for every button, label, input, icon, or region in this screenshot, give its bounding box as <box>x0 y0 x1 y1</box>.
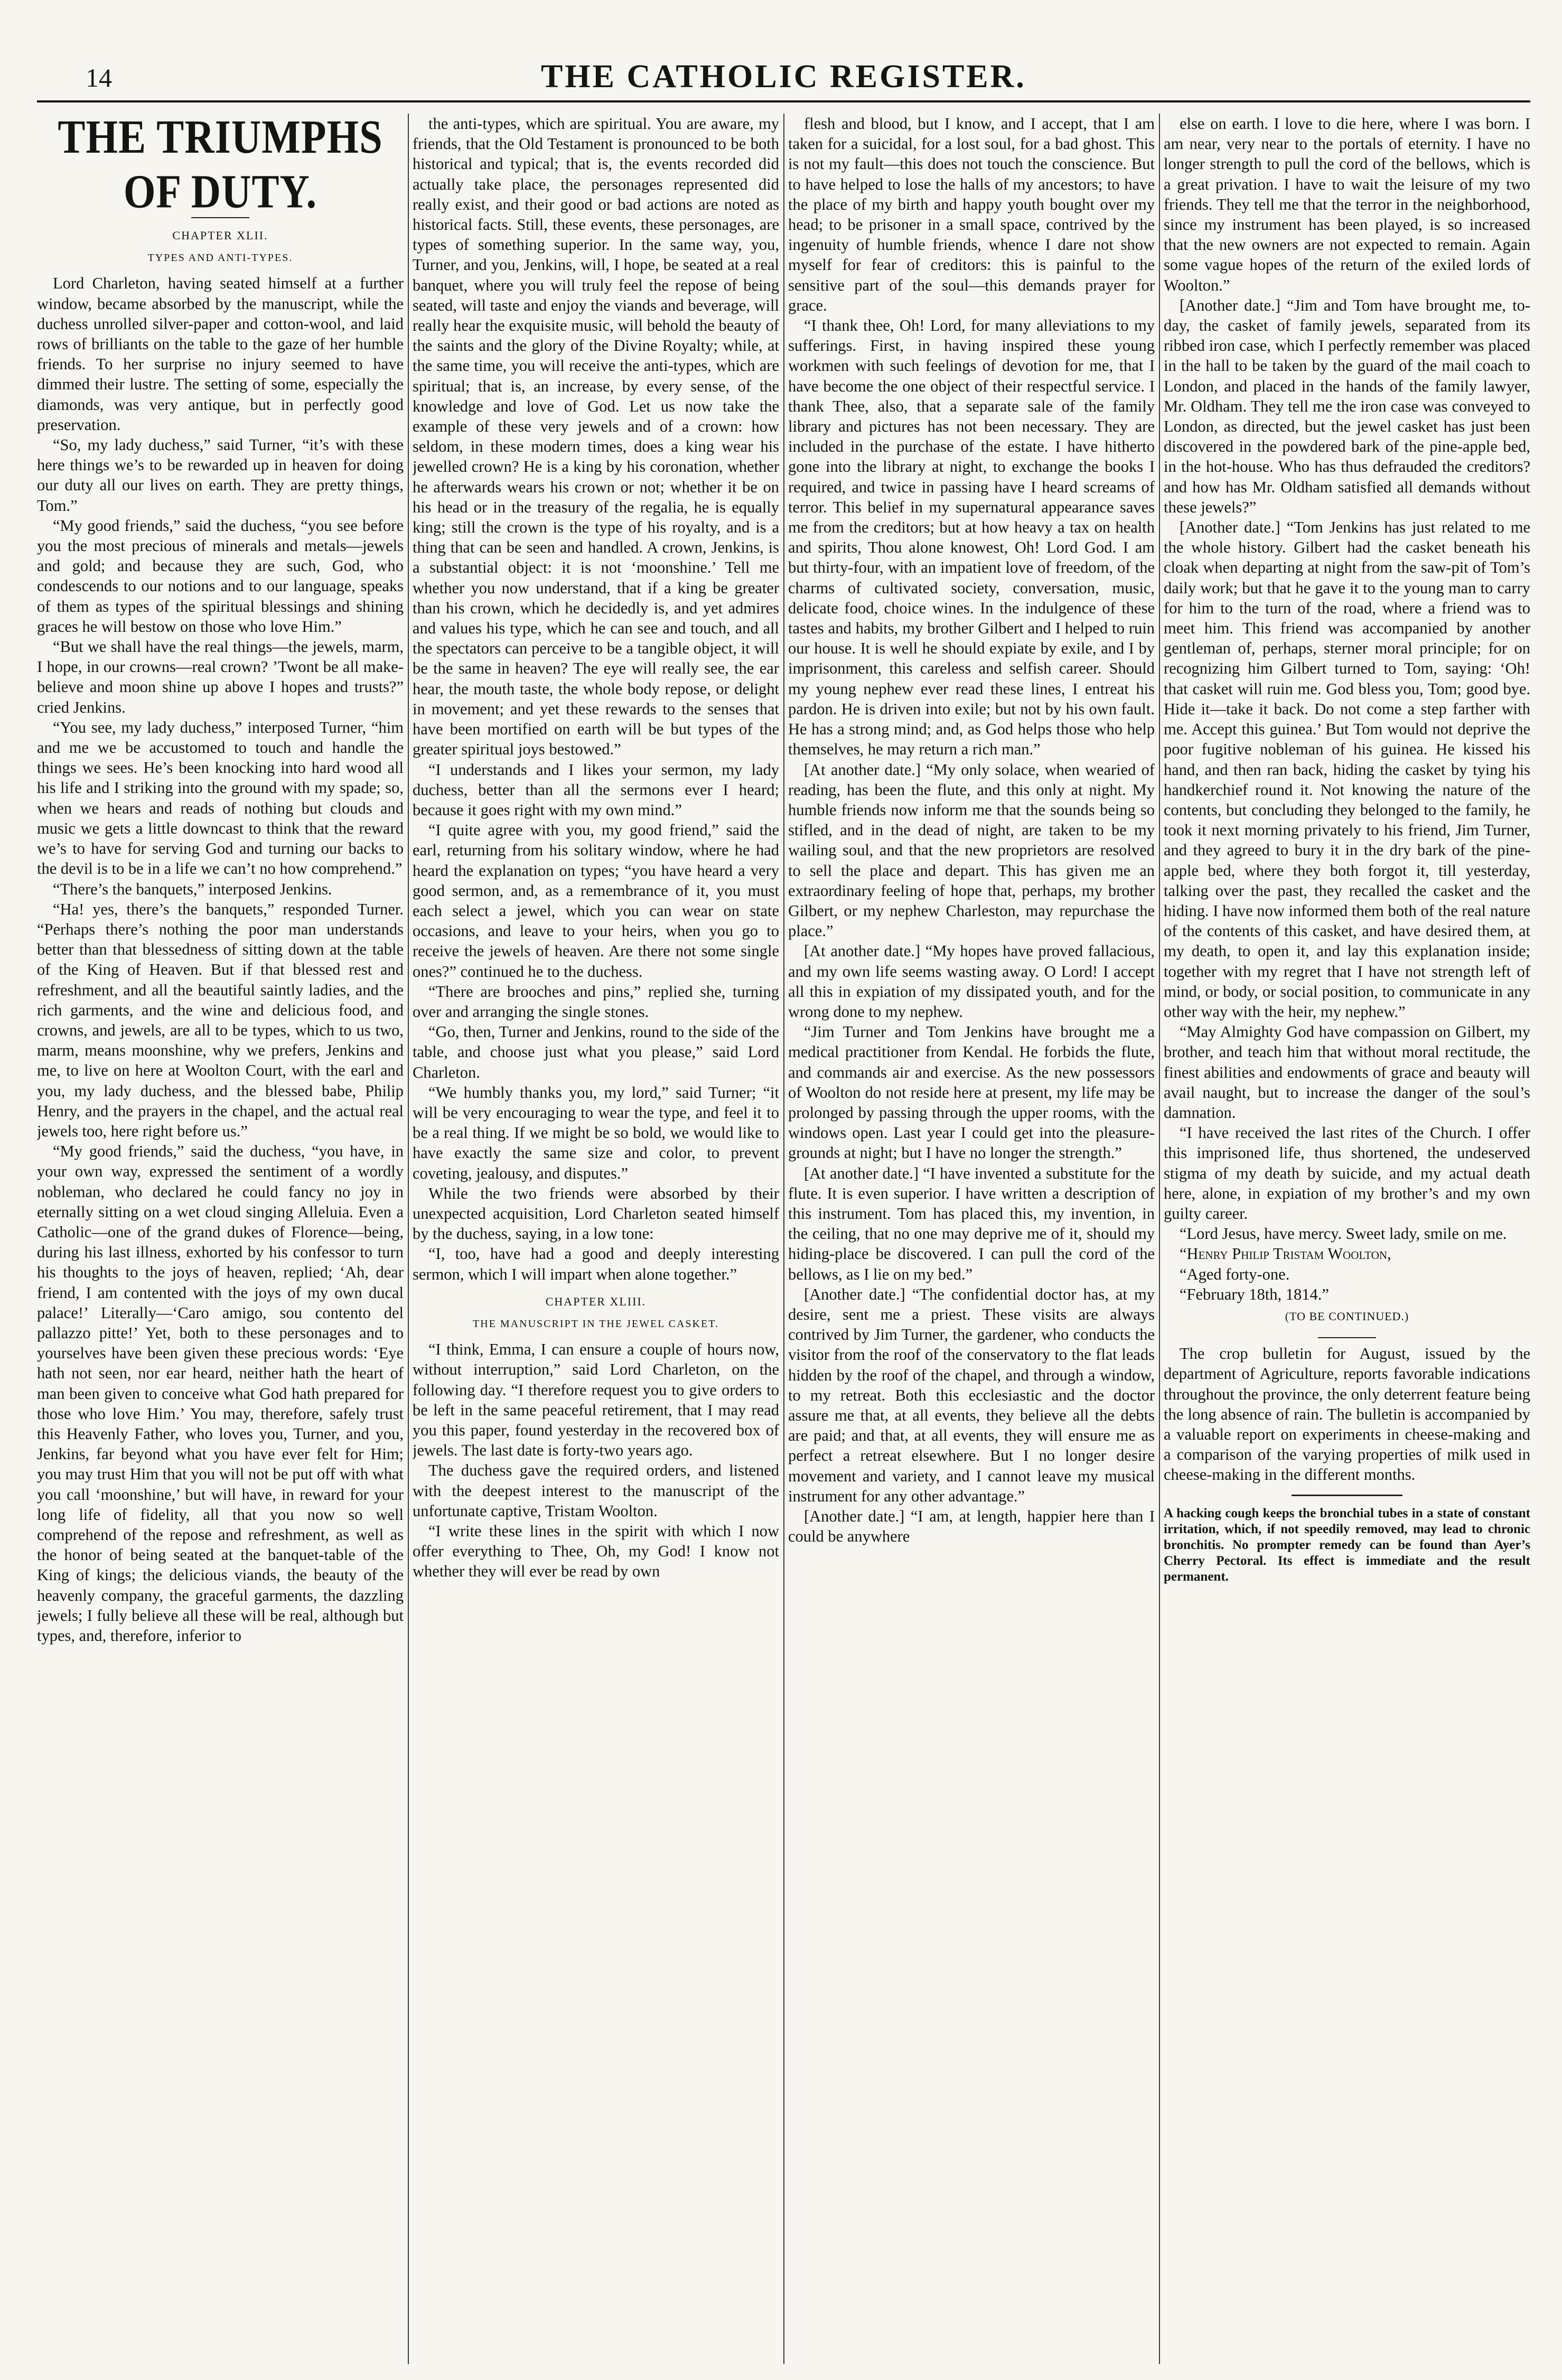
advert-separator <box>1292 1495 1402 1496</box>
signature-name: “Henry Philip Tristam Woolton, <box>1180 1245 1391 1263</box>
paragraph: the anti-types, which are spiritual. You are aware, my friends, that the Old Testament is pronounced to be both historical and typical; that is, the events recorded did actually take place, the personages represented did really exist, and their good or bad actions are noted as historical facts. Still, these events, these personages, are types of something superior. In the same way, you, Turner, and you, Jenkins, will, I hope, be seated at a real banquet, where you will truly feel the repose of being seated, will taste and enjoy the viands and beverage, will really hear the exquisite music, will behold the beauty of the saints and the glory of the Divine Royalty; while, at the same time, you will receive the anti-types, which are spiritual; that is, an increase, by every sense, of the knowledge and love of God. Let us now take the example of these very jewels and of a crown: how seldom, in these modern times, does a king wear his jewelled crown? He is a king by his coronation, whether he afterwards wears his crown or not; whether it be on his head or in the treasury of the regalia, he is equally king; still the crown is the type of his royalty, and is a thing that can be seen and handled. A crown, Jenkins, is a substantial object: it is not ‘moonshine.’ Tell me whether you now understand, that if a king be greater than his crown, which he decidedly is, and yet admires and values his type, which he can see and touch, and all the spectators can perceive to be a tangible object, it will be the same in heaven? The eye will really see, the ear hear, the mouth taste, the whole body repose, or delight in movement; and yet these rewards to the senses that have been mortified on earth will be but types of the greater spiritual joys bestowed.” <box>413 115 779 759</box>
paragraph: [Another date.] “Jim and Tom have brought me, to-day, the casket of family jewels, separated from its ribbed iron case, which I perfectly remember was placed in the hall to be taken by the guard of the mail coach to London, and placed in the hands of the family lawyer, Mr. Oldham. They tell me the iron case was conveyed to London, as directed, but the jewel casket has just been discovered in the powdered bark of the pine-apple bed, in the hot-house. Who has thus defrauded the creditors? and how has Mr. Oldham satisfied all demands without these jewels?” <box>1164 296 1530 516</box>
paragraph: [Another date.] “I am, at length, happier here than I could be anywhere <box>788 1507 1155 1546</box>
paragraph: “There’s the banquets,” interposed Jenkins. <box>53 880 332 898</box>
paragraph: “Jim Turner and Tom Jenkins have brought me a medical practitioner from Kendal. He forbids the flute, and commands air and exercise. As the new possessors of Woolton do not reside here at present, my life may be prolonged by passing through the upper rooms, with the windows open. Last year I could get into the pleasure-grounds at night; but I have no longer the strength.” <box>788 1023 1155 1162</box>
paragraph: [Another date.] “Tom Jenkins has just related to me the whole history. Gilbert had the casket beneath his cloak when departing at night from the saw-pit of Tom’s daily work; but that he gave it to the young man to carry for him to the turn of the road, where a friend was to meet him. This friend was accompanied by another gentleman of, perhaps, sterner moral principle; for on recognizing him Gilbert turned to Tom, saying: ‘Oh! that casket will ruin me. God bless you, Tom; good bye. Hide it—take it back. Do not come a step farther with me. Accept this guinea.’ But Tom would not deprive the poor fugitive nobleman of his guinea. He kissed his hand, and then ran back, hiding the casket by tying his handkerchief round it. Not knowing the nature of the contents, but concluding they belonged to the family, he took it next morning privately to his friend, Jim Turner, and they agreed to bury it in the dry bark of the pine-apple bed, where they both forgot it, till yesterday, talking over the past, they recalled the casket and the hiding. I have now informed them both of the real nature of the contents of this casket, and have desired them, at my death, to open it, and lay this explanation inside; together with my regret that I have not strength left of mind, or body, or social position, to communicate in any other way with the heir, my nephew.” <box>1164 518 1530 1021</box>
paragraph-list <box>788 114 1155 1546</box>
paragraph: [Another date.] “The confidential doctor has, at my desire, sent me a priest. These visits are always contrived by Jim Turner, the gardener, who conducts the visitor from the roof of the conservatory to the flat leads hidden by the roof of the chapel, and through a window, to my retreat. Both this ecclesiastic and the doctor assure me that, at all events, they believe all the debts are paid; and that, at all events, they will ensure me as perfect a retreat elsewhere. But I no longer desire movement and variety, and I cannot leave my musical instrument for any other advantage.” <box>788 1285 1155 1505</box>
paragraph: “I understands and I likes your sermon, my lady duchess, better than all the sermons ever I heard; because it goes right with my own mind.” <box>413 760 779 819</box>
advertisement: A hacking cough keeps the bronchial tubes in a state of constant irritation, which, if not speedily removed, may lead to chronic bronchitis. No prompter remedy can be found than Ayer’s Cherry Pectoral. Its effect is immediate and the result permanent. <box>1164 1506 1530 1584</box>
paragraph: While the two friends were absorbed by their unexpected acquisition, Lord Charleton seated himself by the duchess, saying, in a low tone: <box>413 1184 779 1243</box>
paragraph: flesh and blood, but I know, and I accept, that I am taken for a suicidal, for a lost soul, for a bad ghost. This is not my fault—this does not touch the conscience. But to have helped to lose the halls of my ancestors; to have the place of my birth and happy youth bought over my head; to be prisoner in a small space, contrived by the ingenuity of humble friends, whence I dare not show myself for fear of creditors: this is painful to the sensitive part of the soul—this demands prayer for grace. <box>788 115 1155 314</box>
newspaper-title: THE CATHOLIC REGISTER. <box>541 59 1026 95</box>
paragraph: The duchess gave the required orders, and listened with the deepest interest to the manuscript of the unfortunate captive, Tristam Woolton. <box>413 1461 779 1520</box>
paragraph: “May Almighty God have compassion on Gilbert, my brother, and teach him that without moral rectitude, the finest abilities and endowments of grace and beauty will avail naught, but to increase the danger of the soul’s damnation. <box>1164 1023 1530 1122</box>
column-divider <box>783 114 784 2364</box>
chapter-heading: CHAPTER XLII. <box>172 229 268 242</box>
paragraph: “I have received the last rites of the Church. I offer this imprisoned life, thus shortened, the undeserved stigma of my death by suicide, and my actual death here, alone, in expiation of my brother’s and my own guilty career. <box>1164 1124 1530 1222</box>
paragraph: [At another date.] “My only solace, when wearied of reading, has been the flute, and this only at night. My humble friends now inform me that the sounds being so stifled, and in the dead of night, are taken to be my wailing soul, and that the new proprietors are resolved to sell the place and depart. This has given me an extraordinary feeling of hope that, perhaps, my brother Gilbert, or my nephew Charleston, may repurchase the place.” <box>788 760 1155 940</box>
paragraph: [At another date.] “My hopes have proved fallacious, and my own life seems wasting away. O Lord! I accept all this in expiation of my dissipated youth, and for the wrong done to my nephew. <box>788 942 1155 1021</box>
paragraph-list <box>37 273 404 1646</box>
paragraph: “Go, then, Turner and Jenkins, round to the side of the table, and choose just what you please,” said Lord Charleton. <box>413 1023 779 1081</box>
paragraph: “Lord Jesus, have mercy. Sweet lady, smile on me. <box>1180 1225 1507 1243</box>
column-1 <box>37 114 404 2364</box>
crop-bulletin-item: The crop bulletin for August, issued by the department of Agriculture, reports favorable indications throughout the province, the only deterrent feature being the long absence of rain. The bulletin is accompanied by a valuable report on experiments in cheese-making and a comparison of the varying properties of milk used in cheese-making in the different months. <box>1164 1345 1530 1484</box>
paragraph: “I quite agree with you, my good friend,” said the earl, returning from his solitary window, where he had heard the explanation on types; “you have heard a very good sermon, and, as a remembrance of it, you must each select a jewel, which you can wear on state occasions, and leave to your heirs, when you go to receive the jewels of heaven. Are there not some single ones?” continued he to the duchess. <box>413 821 779 981</box>
paragraph: “There are brooches and pins,” replied she, turning over and arranging the single stones. <box>413 982 779 1021</box>
paragraph: “But we shall have the real things—the jewels, marm, I hope, in our crowns—real crown? ’Twont be all make-believe and moon shine up above I hopes and trusts?” cried Jenkins. <box>37 638 404 716</box>
column-3 <box>788 114 1155 2364</box>
paragraph: “I think, Emma, I can ensure a couple of hours now, without interruption,” said Lord Charleton, on the following day. “I therefore request you to give orders to be left in the same peaceful retirement, that I may read you this paper, found yesterday in the recovered box of jewels. The last date is forty-two years ago. <box>413 1340 779 1460</box>
paragraph: “Ha! yes, there’s the banquets,” responded Turner. “Perhaps there’s nothing the poor man understands better than that blessedness of sitting down at the table of the King of Heaven. But if that blessed rest and refreshment, and all the beautiful saintly ladies, and the rich garments, and the wine and delicious food, and crowns, and jewels, are all to be types, which to us two, marm, means moonshine, why we prefers, Jenkins and me, to live on here at Woolton Court, with the earl and you, my lady duchess, and the blessed babe, Philip Henry, and the prayers in the chapel, and the actual real jewels too, here right before us.” <box>37 900 404 1140</box>
signature-date: “February 18th, 1814.” <box>1180 1285 1329 1303</box>
chapter-heading: CHAPTER XLIII. <box>545 1294 647 1308</box>
paragraph: [At another date.] “I have invented a substitute for the flute. It is even superior. I have written a description of this instrument. Tom has placed this, my invention, in the ceiling, that no one may deprive me of it, should my hiding-place be discovered. I can pull the cord of the bellows, as I lie on my bed.” <box>788 1164 1155 1283</box>
chapter-subheading: TYPES AND ANTI-TYPES. <box>147 252 293 264</box>
paragraph: “I, too, have had a good and deeply interesting sermon, which I will impart when alone together.” <box>413 1245 779 1283</box>
to-be-continued: (TO BE CONTINUED.) <box>1285 1309 1409 1323</box>
paragraph-list <box>1164 114 1530 1244</box>
column-4 <box>1164 114 1530 2364</box>
paragraph: “So, my lady duchess,” said Turner, “it’s with these here things we’s to be rewarded up in heaven for doing our duty all our lives on earth. They are pretty things, Tom.” <box>37 436 404 515</box>
chapter-subheading: THE MANUSCRIPT IN THE JEWEL CASKET. <box>473 1318 719 1330</box>
paragraph: “My good friends,” said the duchess, “you have, in your own way, expressed the sentiment of a wordly nobleman, who declared he could fancy no joy in eternally sitting on a wet cloud singing Alleluia. Even a Catholic—one of the grand dukes of Florence—being, during his last illness, exhorted by his confessor to turn his thoughts to the joys of heaven, replied; ‘Ah, dear friend, I am contented with the joys of my own ducal palace!’ Literally—‘Caro amigo, sou contento del pallazzo pitte!’ Yet, both to these personages and to yourselves have been given these precious words: ‘Eye hath not seen, nor ear heard, neither hath the heart of man been given to conceive what God hath prepared for those who love Him.’ You may, therefore, safely trust this Heavenly Father, who loves you, Turner, and you, Jenkins, far beyond what you have ever felt for Him; you may trust Him that you will not be put off with what you call ‘moonshine,’ but will have, in reward for your long life of fidelity, all that you now so well comprehend of the repose and refreshment, as well as the honor of being seated at the banquet-table of the King of kings; the delicious viands, the beauty of the heavenly company, the graceful garments, the dazzling jewels; I fully believe all these will be real, although but types, and, therefore, inferior to <box>37 1142 404 1645</box>
paragraph: “My good friends,” said the duchess, “you see before you the most precious of minerals and metals—jewels and gold; and because they are such, God, who condescends to our notions and to our language, speaks of them as types of the spiritual blessings and shining graces he will bestow on those who love Him.” <box>37 516 404 636</box>
column-divider <box>1159 114 1160 2364</box>
signature-age: “Aged forty-one. <box>1180 1265 1290 1283</box>
paragraph: else on earth. I love to die here, where I was born. I am near, very near to the portals of eternity. I have no longer strength to pull the cord of the bellows, which is a great privation. I have to wait the leisure of my two friends. They tell me that the terror in the neighborhood, since my instrument has been played, is so increased that the new owners are not expected to remain. Again some vague hopes of the return of the exiled lords of Woolton.” <box>1164 115 1530 294</box>
paragraph-list <box>413 114 779 1284</box>
paragraph: “You see, my lady duchess,” interposed Turner, “him and me we be accustomed to touch and handle the things we sees. He’s been knocking into hard wood all his life and I striking into the ground with my spade; so, when we hears and reads of nothing but clouds and music we gets a little downcast to think that the reward we’s to have for serving God and turning our backs to the devil is to be in a life we can’t no how comprehend.” <box>37 718 404 878</box>
article-columns <box>37 114 1530 2364</box>
page-number: 14 <box>86 63 112 92</box>
column-divider <box>408 114 409 2364</box>
paragraph: “We humbly thanks you, my lord,” said Turner; “it will be very encouraging to wear the type, and feel it to be a real thing. If we might be so bold, we would like to have exactly the same size and color, to prevent coveting, jealousy, and disputes.” <box>413 1083 779 1182</box>
section-rule <box>1318 1337 1376 1338</box>
paragraph: Lord Charleton, having seated himself at a further window, became absorbed by the manuscript, while the duchess unrolled silver-paper and cotton-wool, and laid rows of brilliants on the table to the gaze of her humble friends. To her surprise no injury seemed to have dimmed their lustre. The setting of some, especially the diamonds, was very antique, but in perfectly good preservation. <box>37 274 404 434</box>
masthead <box>37 58 1530 102</box>
column-2 <box>413 114 779 2364</box>
paragraph: “I write these lines in the spirit with which I now offer everything to Thee, Oh, my God! I know not whether they will ever be read by own <box>413 1522 779 1581</box>
paragraph: “I thank thee, Oh! Lord, for many alleviations to my sufferings. First, in having inspired these young workmen with such feelings of devotion for me, that I have become the one object of their respectful service. I thank Thee, also, that a separate sale of the family library and pictures has not been necessary. They are included in the purchase of the estate. I have hitherto gone into the library at night, to exchange the books I required, and twice in passing have I heard screams of terror. This belief in my supernatural appearance saves me from the creditors; but at how heavy a tax on health and spirits, Thou alone knowest, Oh! Lord God. I am but thirty-four, with an impatient love of freedom, of the charms of cultivated society, conversation, music, delicate food, choice wines. In the indulgence of these tastes and habits, my brother Gilbert and I helped to ruin our house. It is well he should expiate by exile, and I by imprisonment, this careless and selfish career. Should my young nephew ever read these lines, I entreat his pardon. He is driven into exile; but not by his own fault. He has a strong mind; and, as God helps those who help themselves, he may return a rich man.” <box>788 316 1155 759</box>
story-title: THE TRIUMPHS OF DUTY. <box>58 114 383 218</box>
paragraph-list <box>413 1339 779 1581</box>
